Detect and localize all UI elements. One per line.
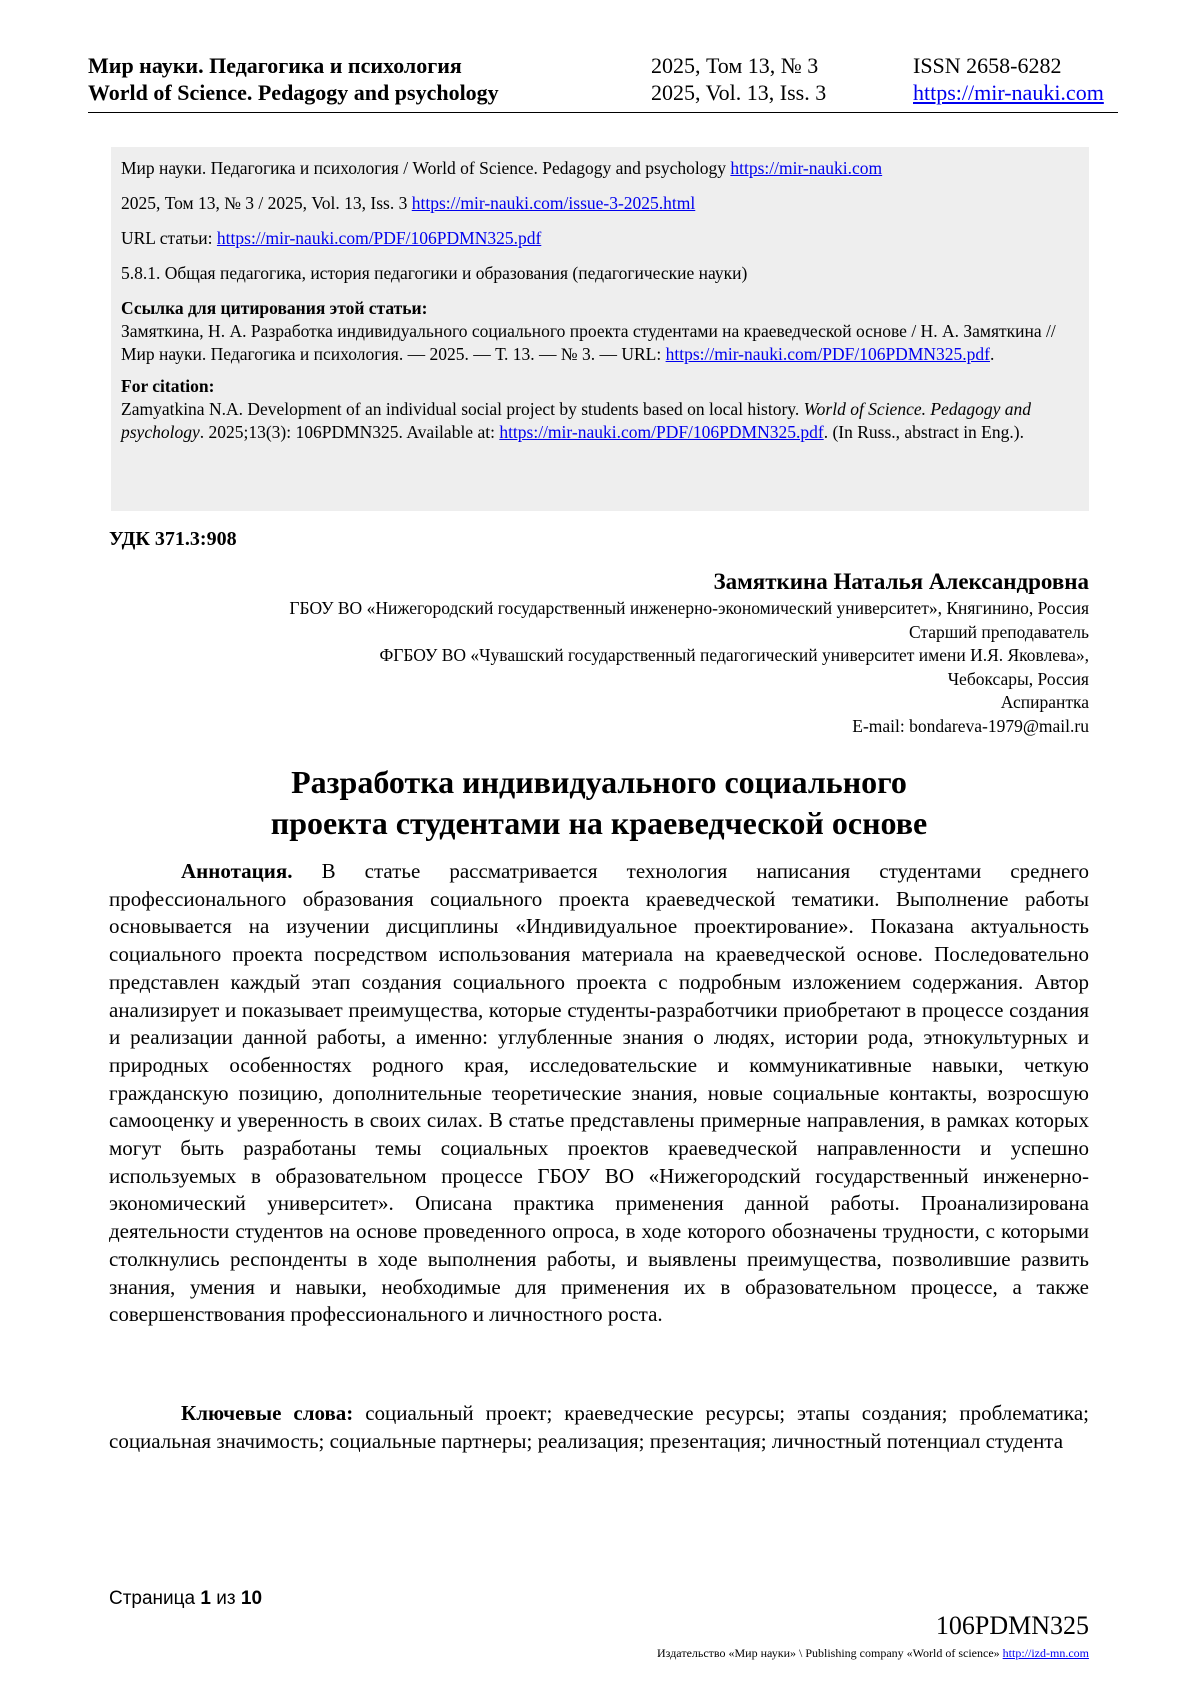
header-journal-ru: Мир науки. Педагогика и психология (88, 53, 462, 78)
publisher-link[interactable]: http://izd-mn.com (1002, 1646, 1089, 1660)
header-issue-en: 2025, Vol. 13, Iss. 3 (651, 80, 827, 105)
author-affiliation-2-line-2: Чебоксары, Россия (947, 668, 1089, 689)
header-site-link[interactable]: https://mir-nauki.com (913, 80, 1104, 105)
keywords-text: социальный проект; краеведческие ресурсы; этапы создания; проблематика; социальная значимость; социальные партнеры; реализация; презентация; личностный потенциал студента (109, 1401, 1089, 1453)
udk-code: УДК 371.3:908 (109, 528, 237, 550)
article-code: 106PDMN325 (935, 1611, 1089, 1640)
author-email: E-mail: bondareva-1979@mail.ru (852, 715, 1089, 736)
info-url-line: URL статьи: https://mir-nauki.com/PDF/106PDMN325.pdf (121, 228, 542, 248)
abstract (109, 858, 1089, 1329)
author-block (109, 567, 1089, 738)
citation-ru-link[interactable]: https://mir-nauki.com/PDF/106PDMN325.pdf (665, 344, 990, 364)
header-issue (651, 52, 826, 106)
info-article-url-link[interactable]: https://mir-nauki.com/PDF/106PDMN325.pdf (216, 228, 542, 248)
keywords (109, 1400, 1089, 1455)
header-issue-ru: 2025, Том 13, № 3 (651, 53, 819, 78)
page-number: Страница 1 из 10 (109, 1588, 263, 1609)
article-title-line-1: Разработка индивидуального социального (291, 764, 907, 800)
publisher-line: Издательство «Мир науки» \ Publishing company «World of science» http://izd-mn.com (657, 1646, 1089, 1660)
header-issn: ISSN 2658-6282 (913, 53, 1062, 78)
info-journal-line: Мир науки. Педагогика и психология / World of Science. Pedagogy and psychology https://mir-nauki.com (121, 158, 883, 178)
info-journal-link[interactable]: https://mir-nauki.com (730, 158, 883, 178)
citation-en-link[interactable]: https://mir-nauki.com/PDF/106PDMN325.pdf (499, 422, 824, 442)
info-specialty-line: 5.8.1. Общая педагогика, история педагогики и образования (педагогические науки) (121, 263, 748, 283)
author-affiliation-1: ГБОУ ВО «Нижегородский государственный инженерно-экономический университет», Княгинино, Россия (289, 598, 1089, 618)
author-affiliation-2-line-1: ФГБОУ ВО «Чувашский государственный педагогический университет имени И.Я. Яковлева», (379, 645, 1089, 665)
keywords-label: Ключевые слова: (181, 1401, 354, 1425)
citation-en-label: For citation: (121, 376, 215, 396)
citation-ru: Ссылка для цитирования этой статьи: Замяткина, Н. А. Разработка индивидуального социального проекта студентами на краеведческой основе / Н. А. Замяткина // Мир науки. Педагогика и психология. — 2025. — Т. 13. — № 3. — URL: https://mir-nauki.com/PDF/106PDMN325.pdf. (121, 298, 1056, 364)
author-role-2: Аспирантка (1000, 692, 1089, 712)
abstract-text: В статье рассматривается технология написания студентами среднего профессионального образования социального проекта краеведческой тематики. Выполнение работы основывается на изучении дисциплины «Индивидуальное проектирование». Показана актуальность социального проекта посредством использования материала на краеведческой основе. Последовательно представлен каждый этап создания социального проекта с подробным изложением содержания. Автор анализирует и показывает преимущества, которые студенты-разработчики приобретают в процессе создания и реализации данной работы, а именно: углубленные знания о людях, истории рода, этнокультурных и природных особенностях родного края, исследовательские и коммуникативные навыки, четкую гражданскую позицию, дополнительные теоретические знания, новые социальные контакты, возросшую самооценку и уверенность в своих силах. В статье представлены примерные направления, в рамках которых могут быть разработаны темы социальных проектов краеведческой направленности и успешно используемых в образовательном процессе ГБОУ ВО «Нижегородский государственный инженерно-экономический университет». Описана практика применения данной работы. Проанализирована деятельности студентов на основе проведенного опроса, в ходе которого обозначены трудности, с которыми столкнулись респонденты в ходе выполнения работы, и выявлены преимущества, позволившие развить знания, умения и навыки, необходимые для применения их в образовательном процессе, а также совершенствования профессионального и личностного роста. (109, 859, 1089, 1327)
citation-info-box (111, 147, 1089, 511)
abstract-label: Аннотация. (181, 859, 293, 883)
header-journal-title (88, 52, 499, 106)
article-title (109, 762, 1089, 844)
header-journal-en: World of Science. Pedagogy and psychology (88, 80, 499, 105)
header-issn-site (913, 52, 1104, 106)
article-title-line-2: проекта студентами на краеведческой основе (270, 805, 928, 841)
author-name: Замяткина Наталья Александровна (713, 569, 1089, 594)
info-issue-link[interactable]: https://mir-nauki.com/issue-3-2025.html (411, 193, 696, 213)
citation-en: For citation: Zamyatkina N.A. Development of an individual social project by students based on local history. World of Science. Pedagogy and psychology. 2025;13(3): 106PDMN325. Available at: https://mir-nauki.com/PDF/106PDMN325.pdf. (In Russ., abstract in Eng.). (121, 376, 1031, 442)
info-issue-line: 2025, Том 13, № 3 / 2025, Vol. 13, Iss. 3 https://mir-nauki.com/issue-3-2025.html (121, 193, 696, 213)
author-role-1: Старший преподаватель (908, 621, 1089, 642)
citation-ru-label: Ссылка для цитирования этой статьи: (121, 298, 428, 318)
running-header (88, 52, 1118, 113)
